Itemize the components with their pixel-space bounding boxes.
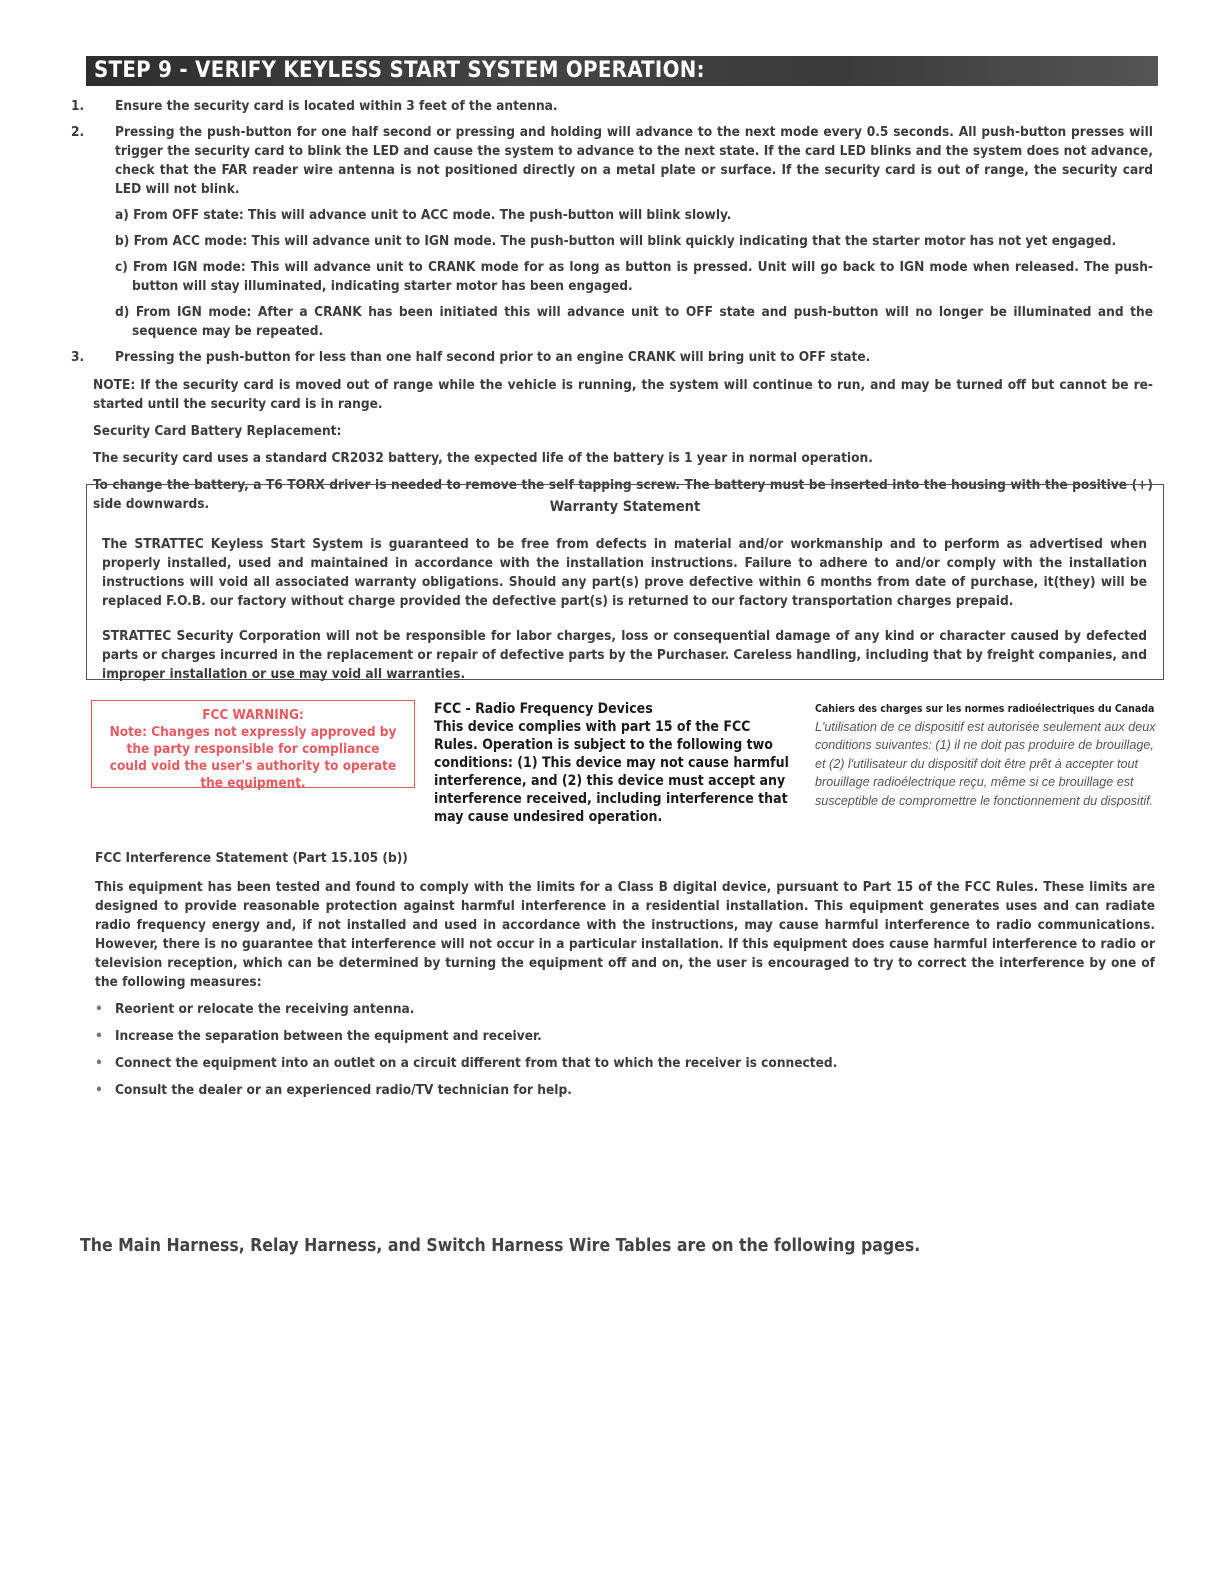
canada-title: Cahiers des charges sur les normes radioélectriques du Canada	[815, 703, 1155, 715]
interference-bullet-1	[95, 1000, 1155, 1019]
step-2a: a) From OFF state: This will advance unit to ACC mode. The push-button will blink slowly.	[115, 207, 732, 223]
step-9-header: STEP 9 - VERIFY KEYLESS START SYSTEM OPERATION:	[86, 56, 1158, 86]
fcc-warning-body: Note: Changes not expressly approved by the party responsible for compliance could void the user's authority to operate the equipment.	[109, 724, 397, 791]
bullet-text: Connect the equipment into an outlet on a circuit different from that to which the receiver is connected.	[115, 1055, 838, 1071]
fcc-rf-body: This device complies with part 15 of the FCC Rules. Operation is subject to the following two conditions: (1) This device may not cause harmful interference, and (2) this device must accept any interference received, including interference that may cause undesired operation.	[434, 719, 789, 825]
step-1-text: Ensure the security card is located within 3 feet of the antenna.	[115, 98, 558, 114]
battery-heading: Security Card Battery Replacement:	[93, 423, 342, 439]
fcc-rf-title: FCC - Radio Frequency Devices	[434, 701, 653, 717]
warranty-paragraph-1: The STRATTEC Keyless Start System is guaranteed to be free from defects in material and/or workmanship and to perform as advertised when properly installed, used and maintained in accordance with the installation instructions. Failure to adhere to and/or comply with the installation instructions will void all associated warranty obligations. Should any part(s) prove defective within 6 months from date of purchase, it(they) will be replaced F.O.B. our factory without charge provided the defective part(s) is returned to our factory transportation charges prepaid.	[102, 536, 1147, 609]
note-paragraph: NOTE: If the security card is moved out of range while the vehicle is running, the system will continue to run, and may be turned off but cannot be re-started until the security card is in range.	[93, 377, 1153, 412]
warranty-title: Warranty Statement	[549, 499, 701, 515]
canada-notice	[815, 702, 1160, 810]
bullet-icon: •	[95, 1055, 103, 1071]
bullet-text: Increase the separation between the equipment and receiver.	[115, 1028, 542, 1044]
battery-paragraph-1: The security card uses a standard CR2032 battery, the expected life of the battery is 1 year in normal operation.	[93, 450, 873, 466]
warranty-box	[86, 484, 1164, 680]
bullet-icon: •	[95, 1028, 103, 1044]
steps-list	[71, 97, 1153, 514]
step-2-text: Pressing the push-button for one half second or pressing and holding will advance to the next mode every 0.5 seconds. All push-button presses will trigger the security card to blink the LED and cause the system to advance to the next state. If the card LED blinks and the system does not advance, check that the FAR reader wire antenna is not positioned directly on a metal plate or surface. If the security card is out of range, the security card LED will not blink.	[115, 124, 1153, 197]
interference-bullet-4	[95, 1081, 1155, 1100]
canada-body: L'utilisation de ce dispositif est autorisée seulement aux deux conditions suivantes: (1) il ne doit pas produire de brouillage, et (2) l'utilisateur du dispositif doit être prêt à accepter tout brouillage radioélectrique reçu, même si ce brouillage est susceptible de compromettre le fonctionnement du dispositif.	[815, 720, 1156, 808]
step-3-text: Pressing the push-button for less than one half second prior to an engine CRANK will bring unit to OFF state.	[115, 349, 871, 365]
interference-body: This equipment has been tested and found to comply with the limits for a Class B digital device, pursuant to Part 15 of the FCC Rules. These limits are designed to provide reasonable protection against harmful interference in a residential installation. This equipment generates uses and can radiate radio frequency energy and, if not installed and used in accordance with the instructions, may cause harmful interference to radio communications. However, there is no guarantee that interference will not occur in a particular installation. If this equipment does cause harmful interference to radio or television reception, which can be determined by turning the equipment off and on, the user is encouraged to try to correct the interference by one of the following measures:	[95, 879, 1155, 990]
step-2-number: 2.	[71, 124, 85, 140]
bullet-icon: •	[95, 1001, 103, 1017]
interference-heading: FCC Interference Statement (Part 15.105 (b))	[95, 850, 408, 866]
step-2	[71, 123, 1153, 199]
bullet-text: Consult the dealer or an experienced radio/TV technician for help.	[115, 1082, 572, 1098]
bullet-icon: •	[95, 1082, 103, 1098]
step-3	[71, 348, 1153, 367]
step-2b: b) From ACC mode: This will advance unit to IGN mode. The push-button will blink quickly indicating that the starter motor has not yet engaged.	[115, 233, 1117, 249]
step-3-number: 3.	[71, 349, 85, 365]
step-2d: d) From IGN mode: After a CRANK has been initiated this will advance unit to OFF state and push-button will no longer be illuminated and the sequence may be repeated.	[115, 304, 1153, 339]
fcc-warning-box	[91, 700, 415, 791]
interference-section	[95, 849, 1155, 1100]
fcc-radio-devices	[434, 700, 794, 826]
interference-bullet-3	[95, 1054, 1155, 1073]
step-1-number: 1.	[71, 98, 85, 114]
fcc-warning-title: FCC WARNING:	[202, 707, 304, 723]
footer-note: The Main Harness, Relay Harness, and Switch Harness Wire Tables are on the following pages.	[80, 1236, 921, 1256]
bullet-text: Reorient or relocate the receiving antenna.	[115, 1001, 415, 1017]
step-1	[71, 97, 1153, 116]
warranty-paragraph-2: STRATTEC Security Corporation will not be responsible for labor charges, loss or consequential damage of any kind or character caused by defected parts or charges incurred in the replacement or repair of defective parts by the Purchaser. Careless handling, including that by freight companies, and improper installation or use may void all warranties.	[102, 628, 1147, 682]
step-2c: c) From IGN mode: This will advance unit to CRANK mode for as long as button is pressed. Unit will go back to IGN mode when released. The push-button will stay illuminated, indicating starter motor has been engaged.	[115, 259, 1153, 294]
battery-paragraph-2: To change the battery, a T6 TORX driver is needed to remove the self tapping screw. The battery must be inserted into the housing with the positive (+) side downwards.	[93, 477, 1153, 512]
interference-bullet-2	[95, 1027, 1155, 1046]
